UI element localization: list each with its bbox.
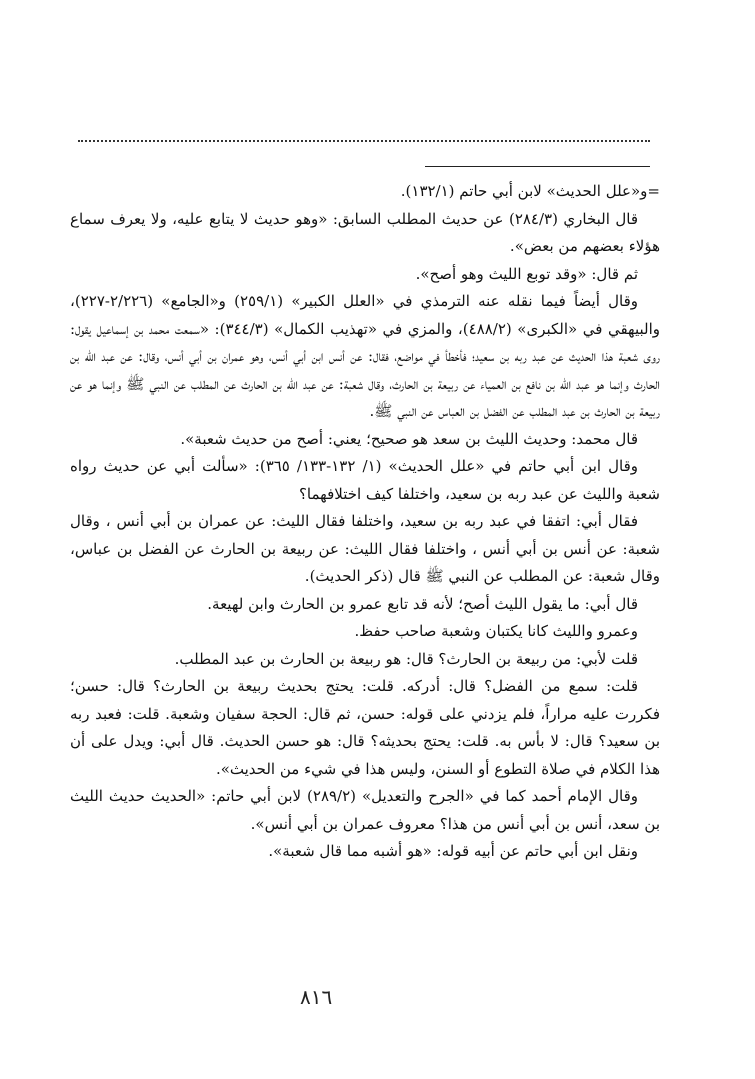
paragraph: قلت لأبي: من ربيعة بن الحارث؟ قال: هو ربيعة بن الحارث بن عبد المطلب. [174, 649, 638, 668]
paragraph: وعمرو والليث كانا يكتبان وشعبة صاحب حفظ. [354, 622, 638, 640]
footnote-text [70, 178, 660, 866]
paragraph: ثم قال: «وقد توبع الليث وهو أصح». [415, 264, 638, 283]
paragraph: وقال أيضاً فيما نقله عنه الترمذي في «العلل الكبير» (٢٥٩/١) و«الجامع» (٢/٢٢٦-٢٢٧)، والبيهقي في «الكبرى» (٤٨٨/٢)، والمزي في «تهذيب الكمال» (٣٤٤/٣): «سمعت محمد بن إسماعيل يقول: روى شعبة هذا الحديث عن عبد ربه بن سعيد؛ فأخطأ في مواضع، فقال: عن أنس ابن أبي أنس، وهو عمران بن أبي أنس، وقال: عن عبد الله بن الحارث وإنما هو عبد الله بن نافع بن العمياء عن ربيعة بن الحارث، وقال شعبة: عن عبد الله بن الحارث عن المطلب عن النبي ﷺ وإنما هو عن ربيعة بن الحارث بن عبد المطلب عن الفضل بن العباس عن النبي ﷺ. [70, 292, 660, 420]
paragraph: قال البخاري (٢٨٤/٣) عن حديث المطلب السابق: «وهو حديث لا يتابع عليه، ولا يعرف سماع هؤلاء بعضهم من بعض». [70, 209, 660, 255]
header-dotted-line [78, 140, 650, 142]
footnote-separator [425, 166, 650, 167]
paragraph: وقال الإمام أحمد كما في «الجرح والتعديل» (٢٨٩/٢) لابن أبي حاتم: «الحديث حديث الليث بن سعد، أنس بن أبي أنس من هذا؟ معروف عمران بن أبي أنس». [70, 787, 660, 833]
paragraph: قال أبي: ما يقول الليث أصح؛ لأنه قد تابع عمرو بن الحارث وابن لهيعة. [207, 594, 638, 613]
paragraph: =و«علل الحديث» لابن أبي حاتم (١٣٢/١). [400, 182, 660, 200]
paragraph: ونقل ابن أبي حاتم عن أبيه قوله: «هو أشبه مما قال شعبة». [268, 842, 638, 860]
paragraph: وقال ابن أبي حاتم في «علل الحديث» (١/ ١٣٢-١٣٣/ ٣٦٥): «سألت أبي عن حديث رواه شعبة والليث عن عبد ربه بن سعيد، واختلفا كيف اختلافهما؟ [70, 457, 660, 503]
paragraph: قلت: سمع من الفضل؟ قال: أدركه. قلت: يحتج بحديث ربيعة بن الحارث؟ قال: حسن؛ فكررت عليه مراراً، فلم يزدني على قوله: حسن، ثم قال: الحجة سفيان وشعبة. قلت: فعبد ربه بن سعيد؟ قال: لا بأس به. قلت: يحتج بحديثه؟ قال: هو حسن الحديث. قال أبي: ويدل على أن هذا الكلام في صلاة التطوع أو السنن، وليس هذا في شيء من الحديث». [70, 677, 660, 778]
paragraph: قال محمد: وحديث الليث بن سعد هو صحيح؛ يعني: أصح من حديث شعبة». [180, 429, 638, 448]
paragraph: فقال أبي: اتفقا في عبد ربه بن سعيد، واختلفا فقال الليث: عن عمران بن أبي أنس ، وقال شعبة: عن أنس بن أبي أنس ، واختلفا فقال الليث: عن ربيعة بن الحارث عن الفضل بن عباس، وقال شعبة: عن المطلب عن النبي ﷺ قال (ذكر الحديث). [70, 512, 660, 585]
page-number: ٨١٦ [300, 985, 333, 1009]
